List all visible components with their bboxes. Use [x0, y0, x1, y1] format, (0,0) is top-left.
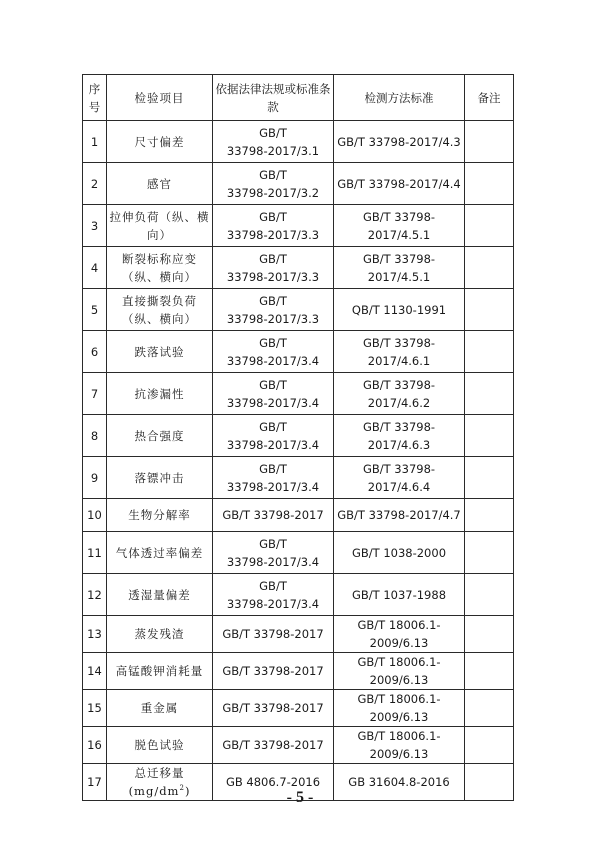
standard-clause-line: GB/T [259, 167, 287, 182]
standard-clause-line: 33798-2017/3.4 [226, 395, 320, 410]
page-number: - 5 - [286, 789, 314, 806]
test-item: 跌落试验 [107, 331, 213, 373]
test-item: 高锰酸钾消耗量 [107, 653, 213, 690]
table-row [83, 574, 514, 616]
standard-clause-line: GB/T [259, 335, 287, 350]
test-method: GB/T 33798-2017/4.7 [334, 499, 465, 532]
remark [465, 616, 514, 653]
row-number: 8 [83, 415, 107, 457]
table-row [83, 499, 514, 532]
standard-clause: GB/T 33798-2017 [213, 653, 334, 690]
row-number: 9 [83, 457, 107, 499]
remark [465, 289, 514, 331]
test-item-line: 断裂标称应变 [122, 251, 197, 266]
test-method: GB/T 33798-2017/4.5.1 [334, 247, 465, 289]
standard-clause [213, 457, 334, 499]
standard-clause [213, 163, 334, 205]
test-item-line: 拉伸负荷（纵、横 [109, 209, 210, 224]
test-method: GB/T 33798-2017/4.4 [334, 163, 465, 205]
test-method: GB/T 1038-2000 [334, 532, 465, 574]
standard-clause: GB/T 33798-2017 [213, 499, 334, 532]
test-method: GB 31604.8-2016 [334, 764, 465, 801]
standard-clause [213, 247, 334, 289]
header-remark: 备注 [465, 75, 514, 121]
standard-clause-line: 33798-2017/3.1 [226, 143, 320, 158]
table-row [83, 727, 514, 764]
standard-clause-line: 33798-2017/3.4 [226, 554, 320, 569]
table-row [83, 415, 514, 457]
row-number: 10 [83, 499, 107, 532]
table-row [83, 457, 514, 499]
standard-clause [213, 415, 334, 457]
header-no: 序号 [83, 75, 107, 121]
standard-clause-line: GB/T [259, 251, 287, 266]
test-method: GB/T 18006.1-2009/6.13 [334, 690, 465, 727]
standard-clause [213, 574, 334, 616]
remark [465, 163, 514, 205]
table-row [83, 331, 514, 373]
table-row [83, 616, 514, 653]
row-number: 1 [83, 121, 107, 163]
remark [465, 727, 514, 764]
standard-clause-line: 33798-2017/3.4 [226, 596, 320, 611]
test-method: GB/T 33798-2017/4.5.1 [334, 205, 465, 247]
remark [465, 247, 514, 289]
row-number: 11 [83, 532, 107, 574]
row-number: 15 [83, 690, 107, 727]
table-row [83, 532, 514, 574]
remark [465, 499, 514, 532]
standard-clause [213, 289, 334, 331]
test-method: GB/T 33798-2017/4.6.3 [334, 415, 465, 457]
table-body [83, 121, 514, 801]
test-item: 蒸发残渣 [107, 616, 213, 653]
test-method: GB/T 18006.1-2009/6.13 [334, 616, 465, 653]
standard-clause-line: 33798-2017/3.3 [226, 269, 320, 284]
test-item-text: 总迁移量(mg/dm [128, 766, 185, 798]
test-item: 脱色试验 [107, 727, 213, 764]
test-item-line: （纵、横向） [122, 311, 197, 326]
table-row [83, 247, 514, 289]
row-number: 16 [83, 727, 107, 764]
remark [465, 415, 514, 457]
standard-clause-line: GB/T [259, 125, 287, 140]
standard-clause-line: 33798-2017/3.2 [226, 185, 320, 200]
row-number: 12 [83, 574, 107, 616]
test-item: 抗渗漏性 [107, 373, 213, 415]
remark [465, 532, 514, 574]
test-method: GB/T 33798-2017/4.3 [334, 121, 465, 163]
table-row [83, 690, 514, 727]
row-number: 3 [83, 205, 107, 247]
test-item: 热合强度 [107, 415, 213, 457]
row-number: 13 [83, 616, 107, 653]
test-item: 生物分解率 [107, 499, 213, 532]
standard-clause-line: 33798-2017/3.3 [226, 311, 320, 326]
standard-clause-line: GB/T [259, 578, 287, 593]
test-item [107, 247, 213, 289]
table-row [83, 163, 514, 205]
test-item: 尺寸偏差 [107, 121, 213, 163]
test-method: GB/T 1037-1988 [334, 574, 465, 616]
remark [465, 574, 514, 616]
remark [465, 457, 514, 499]
test-items-table [82, 74, 514, 801]
row-number: 5 [83, 289, 107, 331]
test-item: 感官 [107, 163, 213, 205]
standard-clause [213, 331, 334, 373]
remark [465, 690, 514, 727]
table-row [83, 653, 514, 690]
test-method: GB/T 18006.1-2009/6.13 [334, 727, 465, 764]
standard-clause: GB 4806.7-2016 [213, 764, 334, 801]
standard-clause: GB/T 33798-2017 [213, 616, 334, 653]
test-method: GB/T 33798-2017/4.6.2 [334, 373, 465, 415]
row-number: 6 [83, 331, 107, 373]
remark [465, 121, 514, 163]
test-item-text: ) [184, 784, 191, 798]
row-number: 4 [83, 247, 107, 289]
table-header-row [83, 75, 514, 121]
standard-clause [213, 121, 334, 163]
unit-superscript: 2 [179, 784, 185, 793]
standard-clause-line: GB/T [259, 536, 287, 551]
header-item: 检验项目 [107, 75, 213, 121]
standard-clause [213, 532, 334, 574]
table-row [83, 205, 514, 247]
test-item-line: （纵、横向） [122, 269, 197, 284]
standard-clause-line: 33798-2017/3.3 [226, 227, 320, 242]
test-item-line: 直接撕裂负荷 [122, 293, 197, 308]
remark [465, 331, 514, 373]
test-item: 落镖冲击 [107, 457, 213, 499]
test-method: GB/T 33798-2017/4.6.4 [334, 457, 465, 499]
standard-clause-line: 33798-2017/3.4 [226, 437, 320, 452]
standard-clause [213, 205, 334, 247]
row-number: 2 [83, 163, 107, 205]
standard-clause: GB/T 33798-2017 [213, 727, 334, 764]
standard-clause: GB/T 33798-2017 [213, 690, 334, 727]
standard-clause [213, 373, 334, 415]
remark [465, 205, 514, 247]
standard-clause-line: GB/T [259, 377, 287, 392]
standard-clause-line: 33798-2017/3.4 [226, 479, 320, 494]
remark [465, 373, 514, 415]
row-number: 7 [83, 373, 107, 415]
header-clause: 依据法律法规或标准条款 [213, 75, 334, 121]
standard-clause-line: GB/T [259, 209, 287, 224]
standard-clause-line: GB/T [259, 419, 287, 434]
standard-clause-line: GB/T [259, 293, 287, 308]
header-method: 检测方法标准 [334, 75, 465, 121]
test-item [107, 289, 213, 331]
row-number: 14 [83, 653, 107, 690]
test-method: GB/T 33798-2017/4.6.1 [334, 331, 465, 373]
test-item-line: 向） [147, 227, 172, 242]
standard-clause-line: GB/T [259, 461, 287, 476]
row-number: 17 [83, 764, 107, 801]
standard-clause-line: 33798-2017/3.4 [226, 353, 320, 368]
remark [465, 653, 514, 690]
test-item: 重金属 [107, 690, 213, 727]
table-row [83, 373, 514, 415]
test-item: 气体透过率偏差 [107, 532, 213, 574]
table-row [83, 121, 514, 163]
test-item: 透湿量偏差 [107, 574, 213, 616]
test-item [107, 205, 213, 247]
test-method: QB/T 1130-1991 [334, 289, 465, 331]
test-method: GB/T 18006.1-2009/6.13 [334, 653, 465, 690]
table-row [83, 289, 514, 331]
